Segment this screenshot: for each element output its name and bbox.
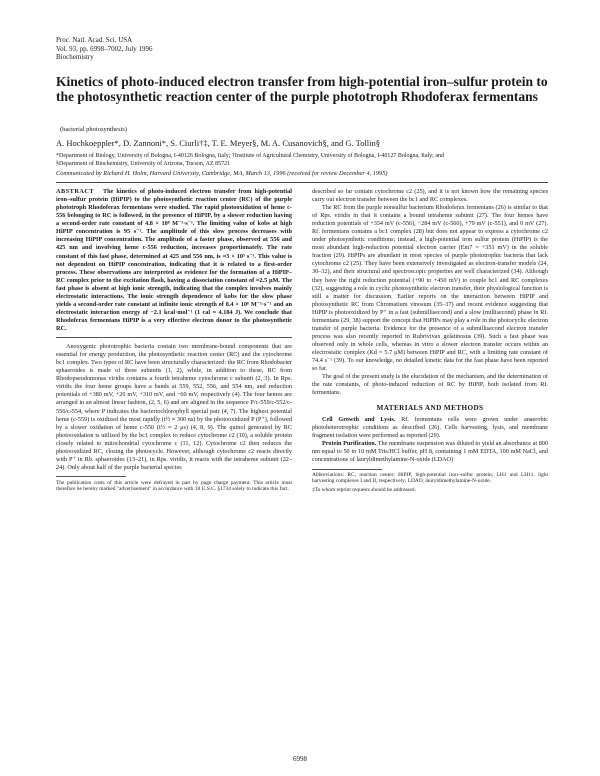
communicated-by: Communicated by Richard H. Holm, Harvard University, Cambridge, MA, March 13, 1996 (received for review December 4, 1995): [56, 170, 388, 177]
intro-paragraph: Anoxygenic phototrophic bacteria contain two membrane-bound components that are essential for energy production, the photosynthetic reaction center (RC) and the cytochrome bc1 complex. Two types of RC have been structurally characterized: the RC from Rhodobacter sphaeroides is made of three subunits (1, 2), while, in addition to these, RC from Rhodopseudomonas viridis contains a fourth tetraheme cytochrome c subunit (2, 3). In Rps. viridis the four heme groups have a bands at 559, 552, 556, and 554 nm, and reduction potentials of +380 mV, +20 mV, +310 mV, and −60 mV, respectively (4). The four hemes are arranged in an almost linear fashion, (2, 5, 6) and are aligned in the sequence P/c-559/c-552/c-556/c-554, where P indicates the bacteriochlorophyll special pair (4, 7). The highest potential heme (c-559) is oxidized the most rapidly (t½ ≈ 300 ns) by the photooxidized P (P⁺), followed by a slower oxidation of heme c-556 (t½ ≈ 2 μs) (4, 8, 9). The quinol generated by RC photooxidation is utilized by the bc1 complex to reduce cytochrome c2 (10), a soluble protein closely related to mitochondrial cytochrome c (11, 12). Cytochrome c2 then reduces the photooxidized RC, closing the photocycle. However, although cytochrome c2 reacts directly with P⁺ in Rb. sphaeroides (13–21), in Rps. viridis, it reacts with the tetraheme subunit (22–24). Only about half of the purple bacterial species: [56, 343, 292, 471]
intro-paragraph: described so far contain cytochrome c2 (25), and it is not known how the remaining species carry out electron transfer between the bc1 and RC complexes.: [312, 188, 548, 204]
abstract-label: ABSTRACT: [56, 188, 95, 195]
journal-header: [56, 36, 256, 62]
corresponding-author-footnote: ‡To whom reprint requests should be addressed.: [312, 486, 416, 493]
journal-name: Proc. Natl. Acad. Sci. USA: [56, 36, 133, 44]
methods-text: [312, 416, 548, 464]
affiliation-line: *Department of Biology, University of Bologna, I-40126 Bologna, Italy; †Institute of Agricultural Chemistry, University of Bologna, I-40127 Bologna, Italy; and: [56, 153, 444, 159]
header-divider: [56, 182, 548, 183]
footnote-divider: [56, 476, 126, 477]
author-list: A. Hochkoeppler*, D. Zannoni*, S. Ciurli†‡, T. E. Meyer§, M. A. Cusanovich§, and G. Tollin§: [56, 138, 381, 148]
paper-keywords: (bacterial photosynthesis): [60, 126, 127, 133]
methods-paragraph: [312, 416, 548, 440]
methods-paragraph-text: Rf. fermentans cells were grown under anaerobic photoheterotrophic conditions as described (26). Cells harvesting, lysis, and membrane fragment isolation were performed as reported (29).: [312, 416, 549, 440]
publication-footnote: The publication costs of this article were defrayed in part by page charge payment. This article must therefore be hereby marked "advertisement" in accordance with 18 U.S.C. §1734 solely to indicate this fact.: [56, 479, 292, 493]
journal-section: Biochemistry: [56, 53, 94, 61]
journal-volume: Vol. 93, pp. 6998–7002, July 1996: [56, 44, 153, 53]
abstract-text: The kinetics of photo-induced electron transfer from high-potential iron–sulfur protein (HiPIP) to the photosynthetic reaction center (RC) of the purple phototroph Rhodoferax fermentans were studied. The rapid photooxidation of heme c-556 belonging to RC is followed, in the presence of HiPIP, by a slower reduction having a second-order rate constant of 4.8 × 10⁸ M⁻¹·s⁻¹. The limiting value of kobs at high HiPIP concentration is 95 s⁻¹. The amplitude of this slow process decreases with increasing HiPIP concentration. The amplitude of a faster phase, observed at 556 and 425 nm and involving heme c-556 reduction, increases proportionately. The rate constant of this fast phase, determined at 425 and 556 nm, is ≈3 × 10⁵ s⁻¹. This value is not dependent on HiPIP concentration, indicating that it is related to a first-order process. These observations are interpreted as evidence for the formation of a HiPIP–RC complex prior to the excitation flash, having a dissociation constant of ≈2.5 μM. The fast phase is absent at high ionic strength, indicating that the complex involves mainly electrostatic interactions. The ionic strength dependence of kobs for the slow phase yields a second-order rate constant at infinite ionic strength of 8.4 × 10⁶ M⁻¹·s⁻¹ and an electrostatic interaction energy of −2.1 kcal·mol⁻¹ (1 cal = 4.184 J). We conclude that Rhodoferax fermentans HiPIP is a very effective electron donor to the photosynthetic RC.: [56, 188, 292, 333]
methods-subheading: Cell Growth and Lysis.: [322, 416, 396, 424]
page-number: 6998: [293, 755, 307, 763]
introduction-right: [312, 188, 548, 397]
abbreviations-footnote: Abbreviations: RC, reaction center; HiPIP, high-potential iron–sulfur protein; LH1 and LH11, light harvesting complexes I and II, respectively; LDAO, lauryldimethylamine-N-oxide.: [312, 471, 548, 485]
paper-title: Kinetics of photo-induced electron transfer from high-potential iron–sulfur protein to the photosynthetic reaction center of the purple phototroph Rhodoferax fermentans: [56, 74, 548, 104]
intro-paragraph: The RC from the purple nonsulfur bacterium Rhodoferax fermentans (26) is similar to that of Rps. viridis in that it contains a bound tetraheme subunit (27). The four hemes have reduction potentials of +354 mV (c-556), −284 mV (c-560), +79 mV (c-551), and 0 mV (27). Rf. fermentans contains a bc1 complex (28) but does not appear to express a cytochrome c2 under photosynthetic conditions; instead, a high-potential iron sulfur protein (HiPIP) is the most abundant high-reduction potential electron carrier (Em7 = +351 mV) in the soluble fraction (29). HiPIPs are abundant in most species of purple phototrophic bacteria that lack cytochrome c2 (25). They have been extensively investigated as electron-transfer models (24, 30–32), and their structural and spectroscopic properties are well characterized (34). Although they have the right reduction potential (+90 to +450 mV) to couple bc1 and RC complexes (32), suggesting a role in cyclic photosynthetic electron transfer, their physiological function is still a matter for discussion. Earlier reports on the interaction between HiPIP and photosynthetic RC from Chromatium vinosum (35–37) and recent evidence suggesting that HiPIP is photooxidized by P⁺ in a fast (submillisecond) and a slow (millisecond) phase in Rf. fermentans (29, 38) support the concept that HiPIPs may play a role in the photocyclic electron transfer of purple bacteria. Evidence for the presence of a submillisecond electron transfer process was also recently reported in Rubrivivax gelatinosus (39). Such a fast phase was observed only in whole cells, whereas in vitro a slower electron transfer occurs within an electrostatic complex (Kd = 5.7 μM) between HiPIP and RC, with a limiting rate constant of 74.4 s⁻¹ (39). To our knowledge, no detailed kinetic data for the fast phase have been reported so far.: [312, 204, 548, 373]
methods-paragraph-text: The membrane suspension was diluted to yield an absorbance at 800 nm equal to 50 in 10 mM Tris/HCl buffer, pH 8, containing 1 mM EDTA, 100 mM NaCl, and concentrations of lauryldimethylamine-N-oxide (LDAO): [312, 440, 548, 464]
methods-subheading: Protein Purification.: [322, 440, 377, 448]
abstract: [56, 188, 292, 333]
affiliation-line: §Department of Biochemistry, University of Arizona, Tucson, AZ 85721: [56, 161, 231, 167]
left-column: [56, 188, 292, 493]
introduction-left: [56, 343, 292, 472]
methods-paragraph: [312, 440, 548, 464]
methods-heading: MATERIALS AND METHODS: [376, 404, 484, 413]
intro-paragraph: The goal of the present study is the elucidation of the mechanism, and the determination of the rate constants, of photo-induced reduction of RC by HiPIP, both isolated from Rf. fermentans.: [312, 373, 548, 397]
footnote-divider: [312, 469, 382, 470]
abstract-divider: [56, 337, 292, 338]
right-column: [312, 188, 548, 493]
affiliations: [56, 152, 576, 168]
